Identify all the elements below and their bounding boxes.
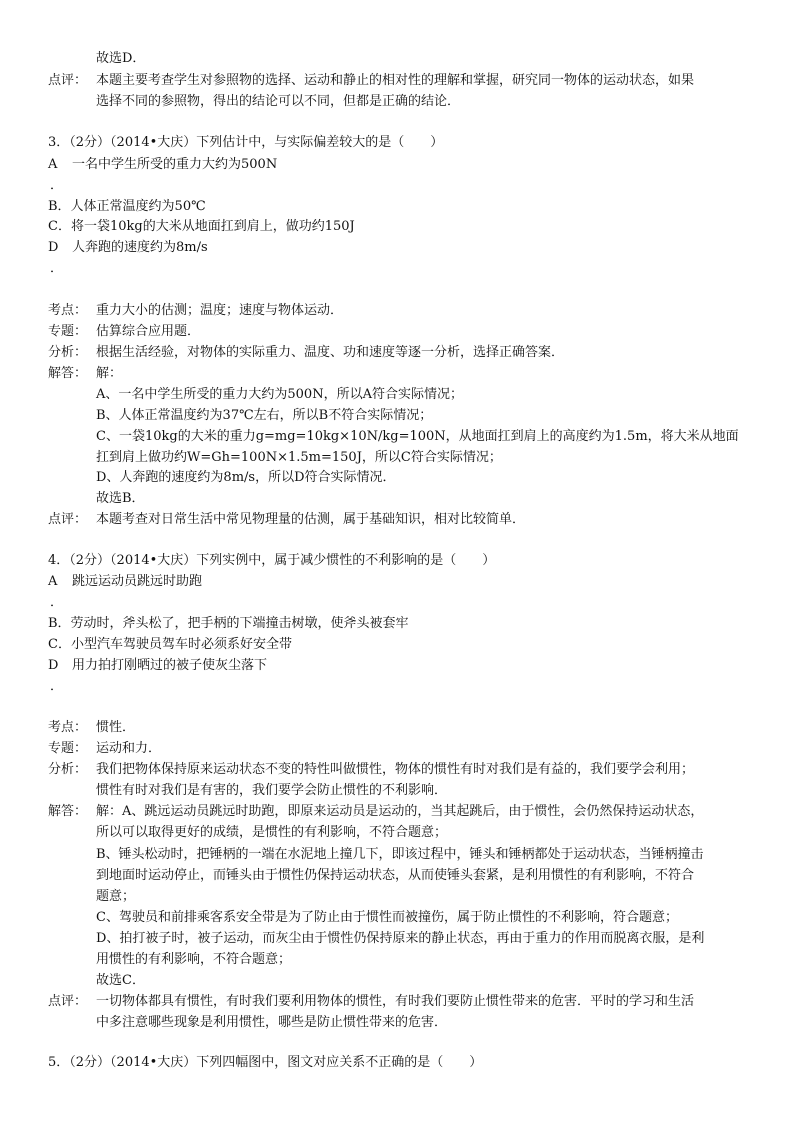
q4-fenxi-line-2: 惯性有时对我们是有害的，我们要学会防止惯性的不利影响． bbox=[96, 783, 448, 798]
q4-jieda-line-6: C、驾驶员和前排乘客系安全带是为了防止由于惯性而被撞伤，属于防止惯性的不利影响，符合题意； bbox=[96, 910, 678, 925]
q3-jieda-line-6: D、人奔跑的速度约为8m/s，所以D符合实际情况． bbox=[96, 470, 396, 485]
kaodian-label: 考点： bbox=[48, 303, 88, 318]
q3-jieda-line-4: C、一袋10kg的大米的重力g=mg=10kg×10N/kg=100N，从地面扛到肩上的高度约为1.5m，将大米从地面 bbox=[96, 429, 739, 444]
jieda-label: 解答： bbox=[48, 804, 88, 819]
kaodian-text: 重力大小的估测；温度；速度与物体运动． bbox=[96, 303, 344, 318]
fenxi-line-1: 我们把物体保持原来运动状态不变的特性叫做惯性，物体的惯性有时对我们是有益的，我们要学会利用； bbox=[96, 762, 695, 777]
q3-jieda-line-5: 扛到肩上做功约W=Gh=100N×1.5m=150J，所以C符合实际情况； bbox=[96, 450, 502, 465]
question-5-stem: 5．（2分）（2014•大庆）下列四幅图中，图文对应关系不正确的是（ ） bbox=[48, 1055, 483, 1070]
question-4-stem: 4．（2分）（2014•大庆）下列实例中，属于减少惯性的不利影响的是（ ） bbox=[48, 553, 496, 568]
q4-jieda-line-3: B、锤头松动时，把锤柄的一端在水泥地上撞几下，即该过程中，锤头和锤柄都处于运动状态，当锤柄撞击 bbox=[96, 847, 704, 862]
zhuanti-label: 专题： bbox=[48, 741, 88, 756]
dianping-label: 点评： bbox=[48, 512, 88, 527]
q3-jieda-line-3: B、人体正常温度约为37℃左右，所以B不符合实际情况； bbox=[96, 408, 433, 423]
comment-line-1: 本题主要考查学生对参照物的选择、运动和静止的相对性的理解和掌握，研究同一物体的运动状态，如果 bbox=[96, 73, 695, 88]
zhuanti-label: 专题： bbox=[48, 324, 88, 339]
dianping-line-1: 一切物体都具有惯性，有时我们要利用物体的惯性，有时我们要防止惯性带来的危害．平时的学习和生活 bbox=[96, 994, 695, 1009]
jieda-line-1: 解：A、跳远运动员跳远时助跑，即原来运动员是运动的，当其起跳后，由于惯性，会仍然保持运动状态， bbox=[96, 804, 704, 819]
zhuanti-text: 估算综合应用题． bbox=[96, 324, 201, 339]
dianping-label: 点评： bbox=[48, 994, 88, 1009]
fenxi-label: 分析： bbox=[48, 762, 88, 777]
q4-option-d-letter: D bbox=[48, 658, 59, 673]
q4-option-a-dot: ． bbox=[50, 595, 64, 610]
q3-option-a-dot: ． bbox=[50, 178, 64, 193]
prev-answer: 故选D． bbox=[96, 51, 146, 66]
q3-option-d-letter: D bbox=[48, 240, 59, 255]
q4-jieda-line-5: 题意； bbox=[96, 889, 136, 904]
q4-jieda-line-2: 所以可以取得更好的成绩，是惯性的有利影响，不符合题意； bbox=[96, 825, 448, 840]
q3-option-a: 一名中学生所受的重力大约为500N bbox=[72, 157, 278, 172]
q4-option-d-dot: ． bbox=[50, 679, 64, 694]
q4-option-c: C．小型汽车驾驶员驾车时必须系好安全带 bbox=[48, 637, 292, 652]
kaodian-text: 惯性． bbox=[96, 720, 136, 735]
q4-option-b: B．劳动时，斧头松了，把手柄的下端撞击树墩，使斧头被套牢 bbox=[48, 616, 409, 631]
comment-label: 点评： bbox=[48, 73, 88, 88]
q4-option-a: 跳远运动员跳远时助跑 bbox=[72, 574, 203, 589]
jieda-label: 解答： bbox=[48, 366, 88, 381]
q3-option-a-letter: A bbox=[48, 157, 58, 172]
jieda-line-1: 解： bbox=[96, 366, 123, 381]
q3-jieda-line-7: 故选B． bbox=[96, 491, 145, 506]
q3-option-b: B．人体正常温度约为50℃ bbox=[48, 199, 206, 214]
q4-jieda-line-7: D、拍打被子时，被子运动，而灰尘由于惯性仍保持原来的静止状态，再由于重力的作用而脱离衣服，是利 bbox=[96, 931, 705, 946]
q4-jieda-line-4: 到地面时运动停止，而锤头由于惯性仍保持运动状态，从而使锤头套紧，是利用惯性的有利影响，不符合 bbox=[96, 868, 695, 883]
q4-option-a-letter: A bbox=[48, 574, 58, 589]
dianping-text: 本题考查对日常生活中常见物理量的估测，属于基础知识，相对比较简单． bbox=[96, 512, 526, 527]
q3-option-c: C．将一袋10kg的大米从地面扛到肩上，做功约150J bbox=[48, 219, 355, 234]
q3-jieda-line-2: A、一名中学生所受的重力大约为500N，所以A符合实际情况； bbox=[96, 387, 463, 402]
q4-jieda-line-8: 用惯性的有利影响，不符合题意； bbox=[96, 952, 292, 967]
comment-line-2: 选择不同的参照物，得出的结论可以不同，但都是正确的结论． bbox=[96, 94, 461, 109]
kaodian-label: 考点： bbox=[48, 720, 88, 735]
q3-option-d-dot: ． bbox=[50, 261, 64, 276]
q4-option-d: 用力拍打刚晒过的被子使灰尘落下 bbox=[72, 658, 268, 673]
fenxi-label: 分析： bbox=[48, 345, 88, 360]
zhuanti-text: 运动和力． bbox=[96, 741, 162, 756]
q3-option-d: 人奔跑的速度约为8m/s bbox=[72, 240, 208, 255]
fenxi-text: 根据生活经验，对物体的实际重力、温度、功和速度等逐一分析，选择正确答案． bbox=[96, 345, 565, 360]
q4-jieda-line-9: 故选C． bbox=[96, 973, 145, 988]
q4-dianping-line-2: 中多注意哪些现象是利用惯性，哪些是防止惯性带来的危害． bbox=[96, 1015, 448, 1030]
question-3-stem: 3．（2分）（2014•大庆）下列估计中，与实际偏差较大的是（ ） bbox=[48, 135, 444, 150]
